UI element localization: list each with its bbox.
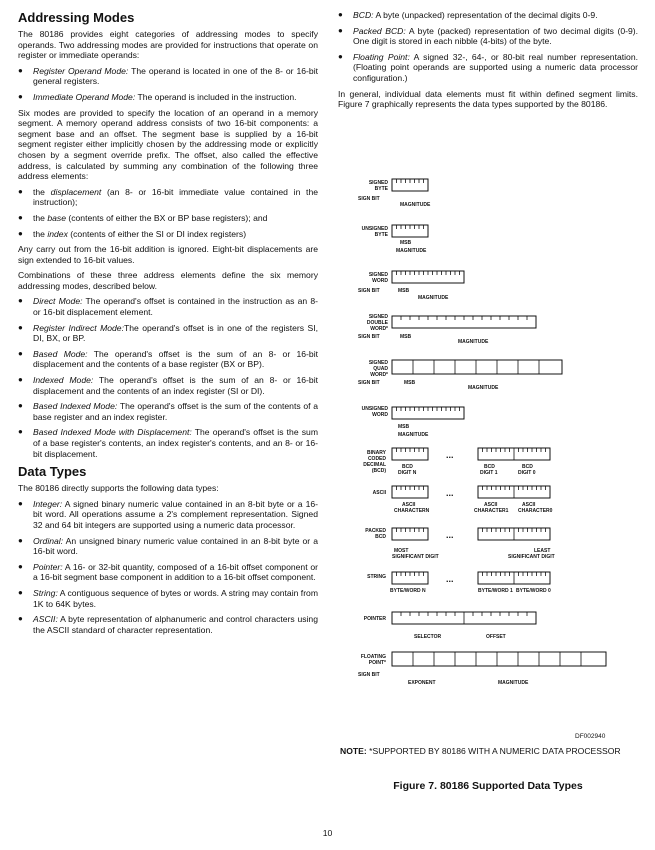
bcd-label-4: (BCD) — [371, 468, 386, 474]
string-byte-label: BYTE/WORD 1 — [478, 588, 513, 594]
note-label: NOTE: — [340, 746, 367, 756]
heading-addressing-modes: Addressing Modes — [18, 10, 135, 25]
list-item: ● Register Indirect Mode:The operand's offset is in one of the registers SI, DI, BX, or BP. — [18, 323, 318, 344]
ellipsis: ... — [446, 530, 454, 540]
magnitude-label: MAGNITUDE — [400, 202, 431, 208]
right-column — [338, 10, 638, 115]
signed-byte-cell — [392, 179, 428, 191]
list-item: ● Direct Mode: The operand's offset is contained in the instruction as an 8- or 16-bit displacement element. — [18, 296, 318, 317]
list-item: ● Packed BCD: A byte (packed) representation of two decimal digits (0-9). One digit is stored in each nibble (4-bits) of the byte. — [338, 26, 638, 47]
bcd-digit-label: DIGIT N — [398, 470, 417, 476]
note-text: *SUPPORTED BY 80186 WITH A NUMERIC DATA PROCESSOR — [366, 746, 621, 756]
unsigned-word-label-1: UNSIGNED — [361, 406, 388, 412]
intro-paragraph: The 80186 provides eight categories of addressing modes to specify operands. Two addressing modes are provided for instructions that operate on register or immediate operands: — [18, 29, 318, 61]
register-modes-list — [18, 66, 318, 103]
double-word-label-2: DOUBLE — [366, 320, 388, 326]
offset-label: OFFSET — [486, 634, 506, 640]
bcd-digit-label: BCD — [522, 464, 533, 470]
double-word-label-3: WORD* — [370, 326, 388, 332]
magnitude-label: MAGNITUDE — [398, 432, 429, 438]
list-item: ● BCD: A byte (unpacked) representation of the decimal digits 0-9. — [338, 10, 638, 21]
packed-bcd-label-1: PACKED — [365, 528, 386, 534]
quad-word-label-1: SIGNED — [368, 360, 388, 366]
bcd-label-1: BINARY — [367, 450, 386, 456]
bcd-digit-label: DIGIT 1 — [480, 470, 498, 476]
ascii-char-label: CHARACTER1 — [474, 508, 509, 514]
quad-word-label-3: WORD* — [370, 372, 388, 378]
string-byte-label: BYTE/WORD 0 — [516, 588, 551, 594]
list-item: ● Ordinal: An unsigned binary numeric value contained in an 8-bit byte or a 16-bit word. — [18, 536, 318, 557]
string-cells — [392, 572, 550, 584]
list-item: ● Integer: A signed binary numeric value contained in an 8-bit byte or a 16-bit word. All operations assume a 2's complement representation. Signed 32 and 64 bit integers are supported using a numeric data processor. — [18, 499, 318, 531]
msb-label: MSB — [400, 240, 412, 246]
memory-modes-list — [18, 296, 318, 459]
bcd-label-3: DECIMAL — [363, 462, 386, 468]
address-elements-list — [18, 187, 318, 239]
list-item: ● the base (contents of either the BX or BP base registers); and — [18, 213, 318, 224]
data-types-list — [18, 499, 318, 636]
quad-word-label-2: QUAD — [373, 366, 388, 372]
magnitude-label: MAGNITUDE — [458, 339, 489, 345]
least-label: LEAST — [534, 548, 551, 554]
floating-point-label-1: FLOATING — [360, 654, 386, 660]
signed-byte-label-1: SIGNED — [368, 180, 388, 186]
ascii-char-label: ASCII — [402, 502, 416, 508]
figure-caption: Figure 7. 80186 Supported Data Types — [393, 780, 583, 792]
magnitude-label: MAGNITUDE — [418, 295, 449, 301]
left-column — [18, 10, 318, 640]
ellipsis: ... — [446, 488, 454, 498]
signed-word-cell — [392, 271, 464, 283]
data-types-list-continued — [338, 10, 638, 84]
six-modes-paragraph: Six modes are provided to specify the location of an operand in a memory segment. A memory operand address consists of two 16-bit components: a segment base and an offset. The segment base is supplied by a 16-bit segment register either implicitly chosen by the addressing mode or explicitly chosen by a segment override prefix. The offset, also called the effective address, is calculated by summing any combination of the following three address elements: — [18, 107, 318, 182]
least-significant-label: SIGNIFICANT DIGIT — [508, 554, 555, 560]
ascii-char-label: CHARACTERN — [394, 508, 430, 514]
list-item: ● Immediate Operand Mode: The operand is included in the instruction. — [18, 92, 318, 103]
bcd-label-2: CODED — [367, 456, 386, 462]
unsigned-byte-cell — [392, 225, 428, 237]
combinations-paragraph: Combinations of these three address elements define the six memory addressing modes, described below. — [18, 270, 318, 291]
page-number: 10 — [322, 828, 333, 838]
pointer-cell — [392, 612, 536, 624]
magnitude-label: MAGNITUDE — [396, 248, 427, 254]
signed-word-label-1: SIGNED — [368, 272, 388, 278]
ascii-cells — [392, 486, 550, 498]
list-item: ● Based Indexed Mode with Displacement: The operand's offset is the sum of a base register's contents, an index register's contents, and an 8- or 16-bit displacement. — [18, 427, 318, 459]
string-label: STRING — [367, 574, 386, 580]
packed-bcd-label-2: BCD — [375, 534, 386, 540]
segment-limits-paragraph: In general, individual data elements must fit within defined segment limits. Figure 7 graphically represents the data types supported by the 80186. — [338, 88, 638, 110]
ellipsis: ... — [446, 450, 454, 460]
msb-label: MSB — [404, 380, 416, 386]
magnitude-label: MAGNITUDE — [498, 680, 529, 686]
sign-bit-label: SIGN BIT — [358, 196, 380, 202]
bcd-digit-label: BCD — [402, 464, 413, 470]
ascii-char-label: ASCII — [522, 502, 536, 508]
unsigned-word-label-2: WORD — [372, 412, 388, 418]
pointer-label: POINTER — [363, 616, 386, 622]
figure-7-data-types — [338, 168, 638, 738]
unsigned-word-cell — [392, 407, 464, 419]
msb-label: MSB — [398, 424, 410, 430]
list-item: ● ASCII: A byte representation of alphanumeric and control characters using the ASCII standard of character representation. — [18, 614, 318, 635]
sign-bit-label: SIGN BIT — [358, 334, 380, 340]
ascii-label: ASCII — [372, 490, 386, 496]
figure-note — [340, 746, 630, 757]
signed-word-label-2: WORD — [372, 278, 388, 284]
list-item: ● Floating Point: A signed 32-, 64-, or 80-bit real number representation. (Floating point operands are supported using a numeric data processor configuration.) — [338, 52, 638, 84]
string-byte-label: BYTE/WORD N — [390, 588, 426, 594]
signed-quad-word-cell — [392, 360, 562, 374]
list-item: ● Indexed Mode: The operand's offset is the sum of an 8- or 16-bit displacement and the contents of an index register (SI or DI). — [18, 375, 318, 396]
msb-label: MSB — [400, 334, 412, 340]
sign-bit-label: SIGN BIT — [358, 672, 380, 678]
list-item: ● Register Operand Mode: The operand is located in one of the 8- or 16-bit general registers. — [18, 66, 318, 87]
most-significant-label: SIGNIFICANT DIGIT — [392, 554, 439, 560]
selector-label: SELECTOR — [414, 634, 442, 640]
list-item: ● String: A contiguous sequence of bytes or words. A string may contain from 1K to 64K bytes. — [18, 588, 318, 609]
unsigned-byte-label-1: UNSIGNED — [361, 226, 388, 232]
list-item: ● the displacement (an 8- or 16-bit immediate value contained in the instruction); — [18, 187, 318, 208]
msb-label: MSB — [398, 288, 410, 294]
sign-bit-label: SIGN BIT — [358, 288, 380, 294]
bcd-cells — [392, 448, 550, 460]
floating-point-cell — [392, 652, 606, 666]
double-word-label-1: SIGNED — [368, 314, 388, 320]
floating-point-label-2: POINT* — [368, 660, 386, 666]
exponent-label: EXPONENT — [408, 680, 436, 686]
unsigned-byte-label-2: BYTE — [374, 232, 388, 238]
list-item: ● Based Indexed Mode: The operand's offset is the sum of the contents of a base register and an index register. — [18, 401, 318, 422]
signed-double-word-cell — [392, 316, 536, 328]
most-label: MOST — [394, 548, 409, 554]
ascii-char-label: ASCII — [484, 502, 498, 508]
bcd-digit-label: BCD — [484, 464, 495, 470]
figure-code: DF002940 — [575, 733, 606, 740]
ellipsis: ... — [446, 574, 454, 584]
list-item: ● Pointer: A 16- or 32-bit quantity, composed of a 16-bit offset component or a 16-bit segment base component in addition to a 16-bit offset component. — [18, 562, 318, 583]
packed-bcd-cells — [392, 528, 550, 540]
signed-byte-label-2: BYTE — [374, 186, 388, 192]
sign-bit-label: SIGN BIT — [358, 380, 380, 386]
carry-paragraph: Any carry out from the 16-bit addition is ignored. Eight-bit displacements are sign extended to 16-bit values. — [18, 244, 318, 265]
magnitude-label: MAGNITUDE — [468, 385, 499, 391]
list-item: ● Based Mode: The operand's offset is the sum of an 8- or 16-bit displacement and the contents of a base register (BX or BP). — [18, 349, 318, 370]
data-types-intro: The 80186 directly supports the following data types: — [18, 483, 219, 494]
ascii-char-label: CHARACTER0 — [518, 508, 553, 514]
bcd-digit-label: DIGIT 0 — [518, 470, 536, 476]
list-item: ● the index (contents of either the SI or DI index registers) — [18, 229, 318, 240]
heading-data-types: Data Types — [18, 464, 87, 480]
